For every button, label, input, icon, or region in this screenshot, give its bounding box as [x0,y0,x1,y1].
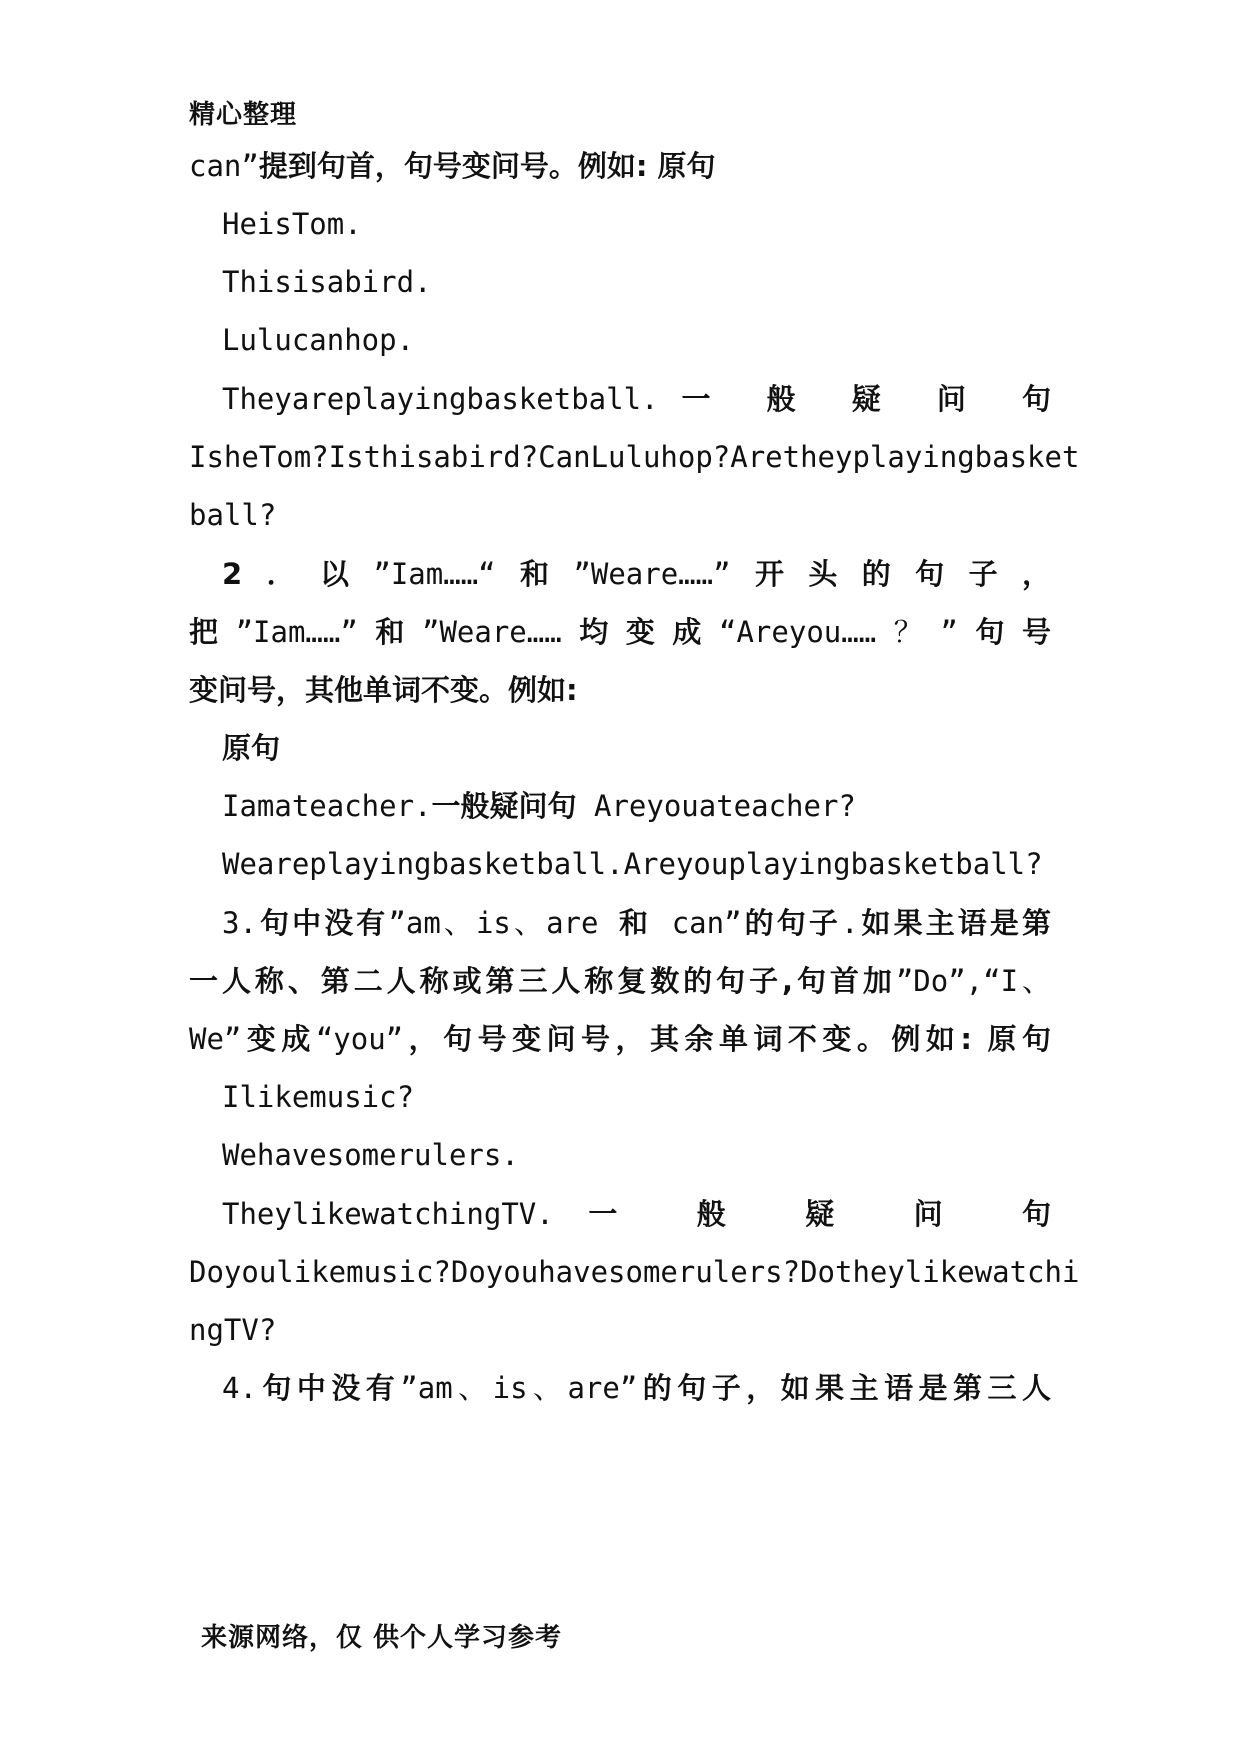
text-line [189,961,1051,1001]
text-segment: Thisisabird. [222,265,432,299]
text-line [222,1077,414,1117]
text-segment: can” [651,906,742,940]
text-segment: ”Do”,“I、 [895,964,1051,998]
text-line [189,146,716,186]
text-segment: Areyouateacher? [576,789,856,823]
text-segment: Lulucanhop. [222,323,415,357]
text-segment: “you” [315,1022,404,1056]
text-line [222,262,432,302]
text-segment: . [840,906,859,940]
text-line [222,1194,1051,1234]
text-line [222,1135,519,1175]
text-segment: 3. [222,906,257,940]
text-segment: Weareplayingbasketball.Areyouplayingbasketball? [222,847,1043,881]
text-segment: 和 [357,615,422,649]
text-segment: 提到句首，句号变问号。例如: 原句 [258,149,716,183]
text-segment: ”Iam……“ [373,557,496,591]
text-segment: ”am、is、are [388,906,620,940]
text-segment: 4. [222,1371,257,1405]
text-segment: ”Weare……” [573,557,731,591]
text-segment: ”am、is、are” [400,1371,638,1405]
text-line [189,1252,1080,1292]
text-segment: 开头的句子， [730,557,1051,591]
text-segment: 一 般 疑 问 句 [658,382,1051,416]
text-line [222,379,1051,419]
text-segment: 和 [619,906,652,940]
text-line [222,903,1051,943]
text-segment: 变成 [241,1022,316,1056]
text-line [222,554,1051,594]
text-segment: 和 [495,557,574,591]
text-segment: 2．以 [222,557,374,591]
text-line [222,1368,1051,1408]
text-segment: 句中没有 [256,1371,401,1405]
text-segment: We” [189,1022,242,1056]
text-segment: 句中没有 [256,906,389,940]
text-segment: 均变成 [561,615,720,649]
text-segment: ，句号变问号，其余单词不变。例如: 原句 [403,1022,1051,1056]
text-line [222,844,1043,884]
text-line [189,1019,1051,1059]
text-segment: Wehavesomerulers. [222,1138,519,1172]
text-line [222,786,856,826]
text-segment: Doyoulikemusic?Doyouhavesomerulers?Dotheylikewatchi [189,1255,1080,1289]
text-segment: 句号 [957,615,1051,649]
text-segment: 的句子 [741,906,841,940]
text-line [189,495,276,535]
text-line [189,437,1080,477]
text-segment: can” [189,149,259,183]
text-segment: 原句 [222,731,281,765]
text-segment: 变问号，其他单词不变。例如: [189,673,578,707]
page-header: 精心整理 [189,100,298,130]
text-line [189,612,1051,652]
text-segment: 一 般 疑 问 句 [553,1197,1051,1231]
text-line [189,670,578,710]
page-footer: 来源网络，仅 供个人学习参考 [201,1623,563,1653]
text-segment: TheylikewatchingTV. [222,1197,554,1231]
text-segment: ngTV? [189,1313,277,1347]
text-line [222,320,414,360]
text-segment: “Areyou……？” [719,615,958,649]
text-segment: ”Iam……” [235,615,358,649]
text-segment: 把 [189,615,236,649]
text-segment: IsheTom?Isthisabird?CanLuluhop?Aretheyplayingbasket [189,440,1080,474]
text-segment: 如果主语是第 [858,906,1051,940]
text-line [222,204,362,244]
text-segment: Iamateacher. [222,789,432,823]
text-segment: Ilikemusic? [222,1080,415,1114]
text-segment: 的句子，如果主语是第三人 [637,1371,1051,1405]
text-segment: 一般疑问句 [431,789,577,823]
text-segment: 一人称、第二人称或第三人称复数的句子,句首加 [189,964,896,998]
text-line [222,728,280,768]
text-segment: ”Weare…… [421,615,562,649]
text-segment: Theyareplayingbasketball. [222,382,659,416]
text-segment: ball? [189,498,277,532]
text-line [189,1310,276,1350]
text-segment: HeisTom. [222,207,362,241]
